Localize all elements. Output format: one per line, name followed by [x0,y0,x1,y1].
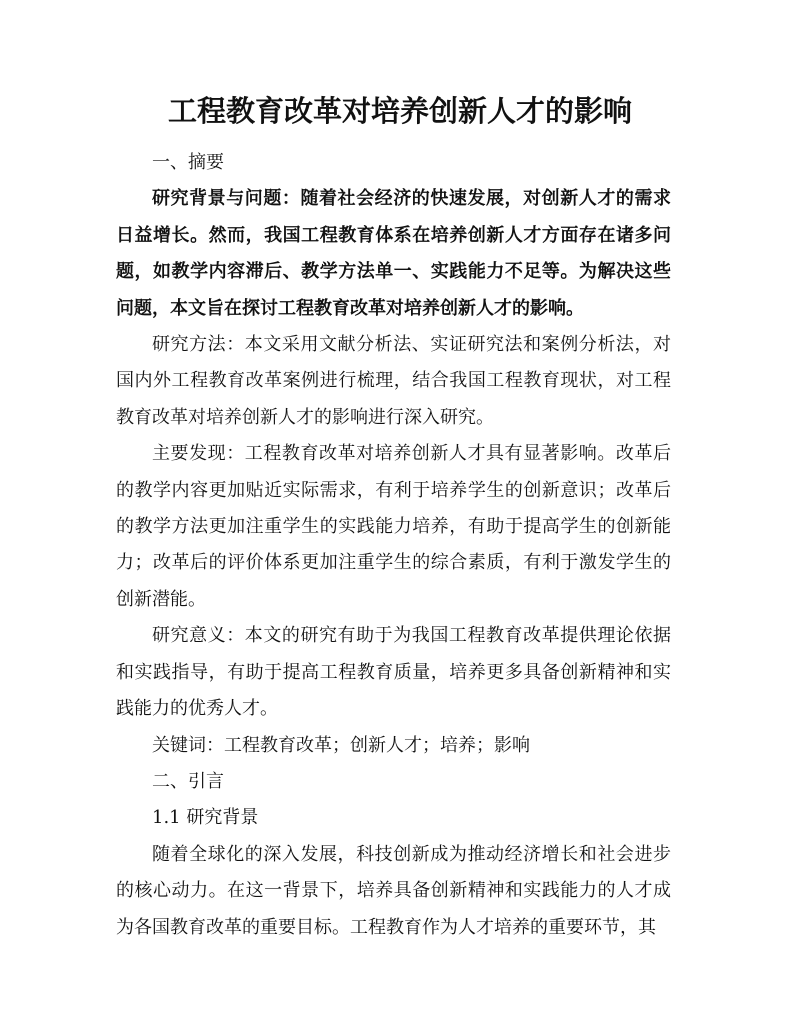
paragraph-introduction-background: 随着全球化的深入发展，科技创新成为推动经济增长和社会进步的核心动力。在这一背景下，培养具备创新精神和实践能力的人才成为各国教育改革的重要目标。工程教育作为人才培养的重要环节，其 [116,843,671,938]
document-body [116,145,671,946]
paragraph-research-method: 研究方法：本文采用文献分析法、实证研究法和案例分析法，对国内外工程教育改革案例进行梳理，结合我国工程教育现状，对工程教育改革对培养创新人才的影响进行深入研究。 [116,334,671,428]
paragraph-main-findings: 主要发现：工程教育改革对培养创新人才具有显著影响。改革后的教学内容更加贴近实际需求，有利于培养学生的创新意识；改革后的教学方法更加注重学生的实践能力培养，有助于提高学生的创新能力；改革后的评价体系更加注重学生的综合素质，有利于激发学生的创新潜能。 [116,443,671,610]
subsection-heading-background: 1.1 研究背景 [152,807,259,829]
paragraph-keywords: 关键词：工程教育改革；创新人才；培养；影响 [152,734,530,756]
paragraph-research-significance: 研究意义：本文的研究有助于为我国工程教育改革提供理论依据和实践指导，有助于提高工程教育质量，培养更多具备创新精神和实践能力的优秀人才。 [116,625,671,720]
section-heading-abstract: 一、摘要 [152,152,224,173]
paragraph-research-background: 研究背景与问题：随着社会经济的快速发展，对创新人才的需求日益增长。然而，我国工程教育体系在培养创新人才方面存在诸多问题，如教学内容滞后、教学方法单一、实践能力不足等。为解决这些问题，本文旨在探讨工程教育改革对培养创新人才的影响。 [116,188,671,319]
section-heading-introduction: 二、引言 [152,770,224,792]
document-title: 工程教育改革对培养创新人才的影响 [167,94,632,128]
